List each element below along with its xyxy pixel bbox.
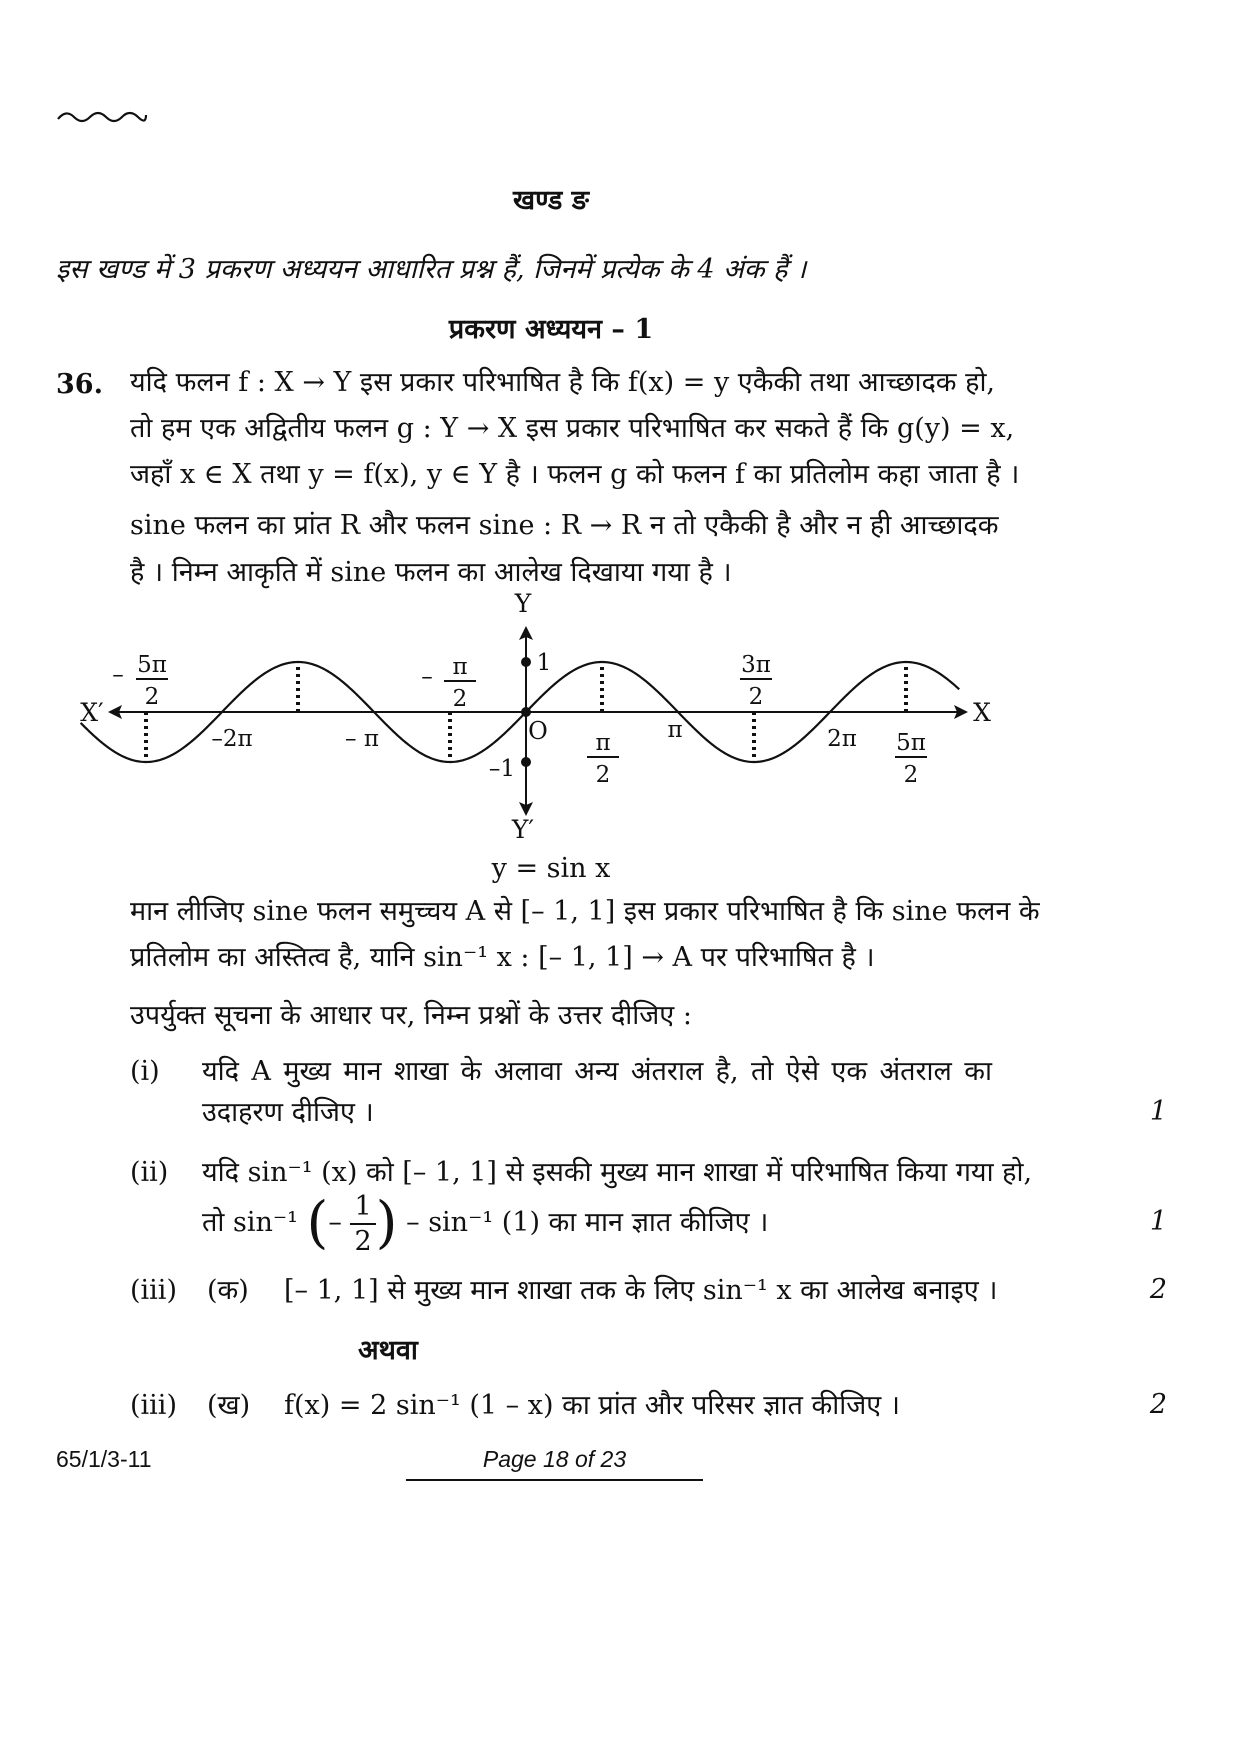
q2-marks: 1	[1149, 1206, 1167, 1237]
q3b-number: (iii)	[130, 1390, 177, 1421]
right-paren: )	[375, 1190, 398, 1256]
wavy-mark-icon	[56, 105, 148, 129]
graph-caption: y = sin x	[491, 853, 611, 884]
q3a-sub: (क)	[207, 1275, 249, 1306]
case-study-heading: प्रकरण अध्ययन – 1	[448, 314, 654, 345]
tick-pi2-num: π	[595, 730, 611, 756]
prompt: उपर्युक्त सूचना के आधार पर, निम्न प्रश्नों के उत्तर दीजिए :	[130, 1000, 692, 1031]
footer-rule	[406, 1479, 703, 1481]
tick-pi: π	[667, 717, 683, 743]
q3a-text: [– 1, 1] से मुख्य मान शाखा तक के लिए sin⁻¹ x का आलेख बनाइए ।	[284, 1275, 998, 1306]
origin-label: O	[528, 717, 548, 745]
tick-pi2-den: 2	[595, 762, 611, 788]
q1-line2: उदाहरण दीजिए ।	[202, 1097, 374, 1128]
q2-fraction	[350, 1190, 375, 1257]
tick-neg-2pi: –2π	[211, 726, 253, 752]
q2-line2	[202, 1188, 768, 1259]
point-y-1	[521, 657, 531, 667]
y-tick-minus-1: –1	[488, 756, 516, 782]
section-instruction: इस खण्ड में 3 प्रकरण अध्ययन आधारित प्रश्न हैं, जिनमें प्रत्येक के 4 अंक हैं ।	[56, 254, 807, 285]
q3b-marks: 2	[1149, 1389, 1167, 1420]
q2-frac-num: 1	[350, 1193, 375, 1225]
tick-neg-pi2-num: π	[452, 654, 468, 680]
para1-line1: यदि फलन f : X → Y इस प्रकार परिभाषित है कि f(x) = y एकैकी तथा आच्छादक हो,	[130, 367, 996, 398]
tick-neg-pi2-den: 2	[452, 686, 468, 712]
tick-neg-5pi2-num: 5π	[137, 652, 167, 678]
q2-line1: यदि sin⁻¹ (x) को [– 1, 1] से इसकी मुख्य मान शाखा में परिभाषित किया गया हो,	[202, 1157, 1033, 1188]
y-tick-1: 1	[536, 650, 552, 676]
q1-number: (i)	[130, 1056, 160, 1087]
para1-line2: तो हम एक अद्वितीय फलन g : Y → X इस प्रकार परिभाषित कर सकते हैं कि g(y) = x,	[130, 413, 1015, 444]
q2-frac-sign: –	[328, 1207, 342, 1238]
point-y-minus-1	[521, 757, 531, 767]
origin-point	[521, 707, 531, 717]
footer-code: 65/1/3-11	[56, 1446, 152, 1472]
para3-line1: मान लीजिए sine फलन समुच्चय A से [– 1, 1] इस प्रकार परिभाषित है कि sine फलन के	[130, 896, 1040, 927]
sine-graph	[70, 590, 1010, 850]
tick-5pi2-num: 5π	[896, 730, 926, 756]
para3-line2: प्रतिलोम का अस्तित्व है, यानि sin⁻¹ x : [– 1, 1] → A पर परिभाषित है ।	[130, 942, 875, 973]
y-axis-neg-label: Y′	[511, 815, 535, 844]
tick-neg-5pi2-sign: –	[112, 662, 124, 688]
question-number: 36.	[56, 369, 103, 400]
para1-line3: जहाँ x ∈ X तथा y = f(x), y ∈ Y है । फलन g को फलन f का प्रतिलोम कहा जाता है ।	[130, 459, 1020, 490]
q2-line2-post: – sin⁻¹ (1) का मान ज्ञात कीजिए ।	[406, 1207, 769, 1238]
tick-3pi2-num: 3π	[741, 652, 771, 678]
tick-2pi: 2π	[827, 726, 857, 752]
q3a-marks: 2	[1149, 1274, 1167, 1305]
x-axis-neg-label: X′	[80, 698, 104, 727]
q3b-text: f(x) = 2 sin⁻¹ (1 – x) का प्रांत और परिसर ज्ञात कीजिए ।	[284, 1390, 901, 1421]
q1-marks: 1	[1149, 1096, 1167, 1127]
para2-line1: sine फलन का प्रांत R और फलन sine : R → R न तो एकैकी है और न ही आच्छादक	[130, 510, 999, 541]
tick-neg-pi: – π	[345, 726, 379, 752]
left-paren: (	[306, 1190, 329, 1256]
q1-line1: यदि A मुख्य मान शाखा के अलावा अन्य अंतराल है, तो ऐसे एक अंतराल का	[202, 1056, 992, 1087]
q2-frac-den: 2	[354, 1225, 372, 1257]
q2-number: (ii)	[130, 1157, 169, 1188]
section-title: खण्ड ङ	[513, 185, 589, 216]
y-axis-label: Y	[514, 590, 532, 618]
tick-3pi2-den: 2	[748, 684, 764, 710]
x-axis-label: X	[973, 698, 991, 727]
tick-neg-pi2-sign: –	[421, 664, 433, 690]
tick-neg-5pi2-den: 2	[144, 684, 160, 710]
tick-5pi2-den: 2	[903, 762, 919, 788]
para2-line2: है । निम्न आकृति में sine फलन का आलेख दिखाया गया है ।	[130, 557, 732, 588]
or-label: अथवा	[358, 1335, 418, 1366]
q3b-sub: (ख)	[207, 1390, 251, 1421]
q2-line2-pre: तो sin⁻¹	[202, 1207, 298, 1238]
footer-page: Page 18 of 23	[482, 1446, 627, 1472]
q3a-number: (iii)	[130, 1275, 177, 1306]
